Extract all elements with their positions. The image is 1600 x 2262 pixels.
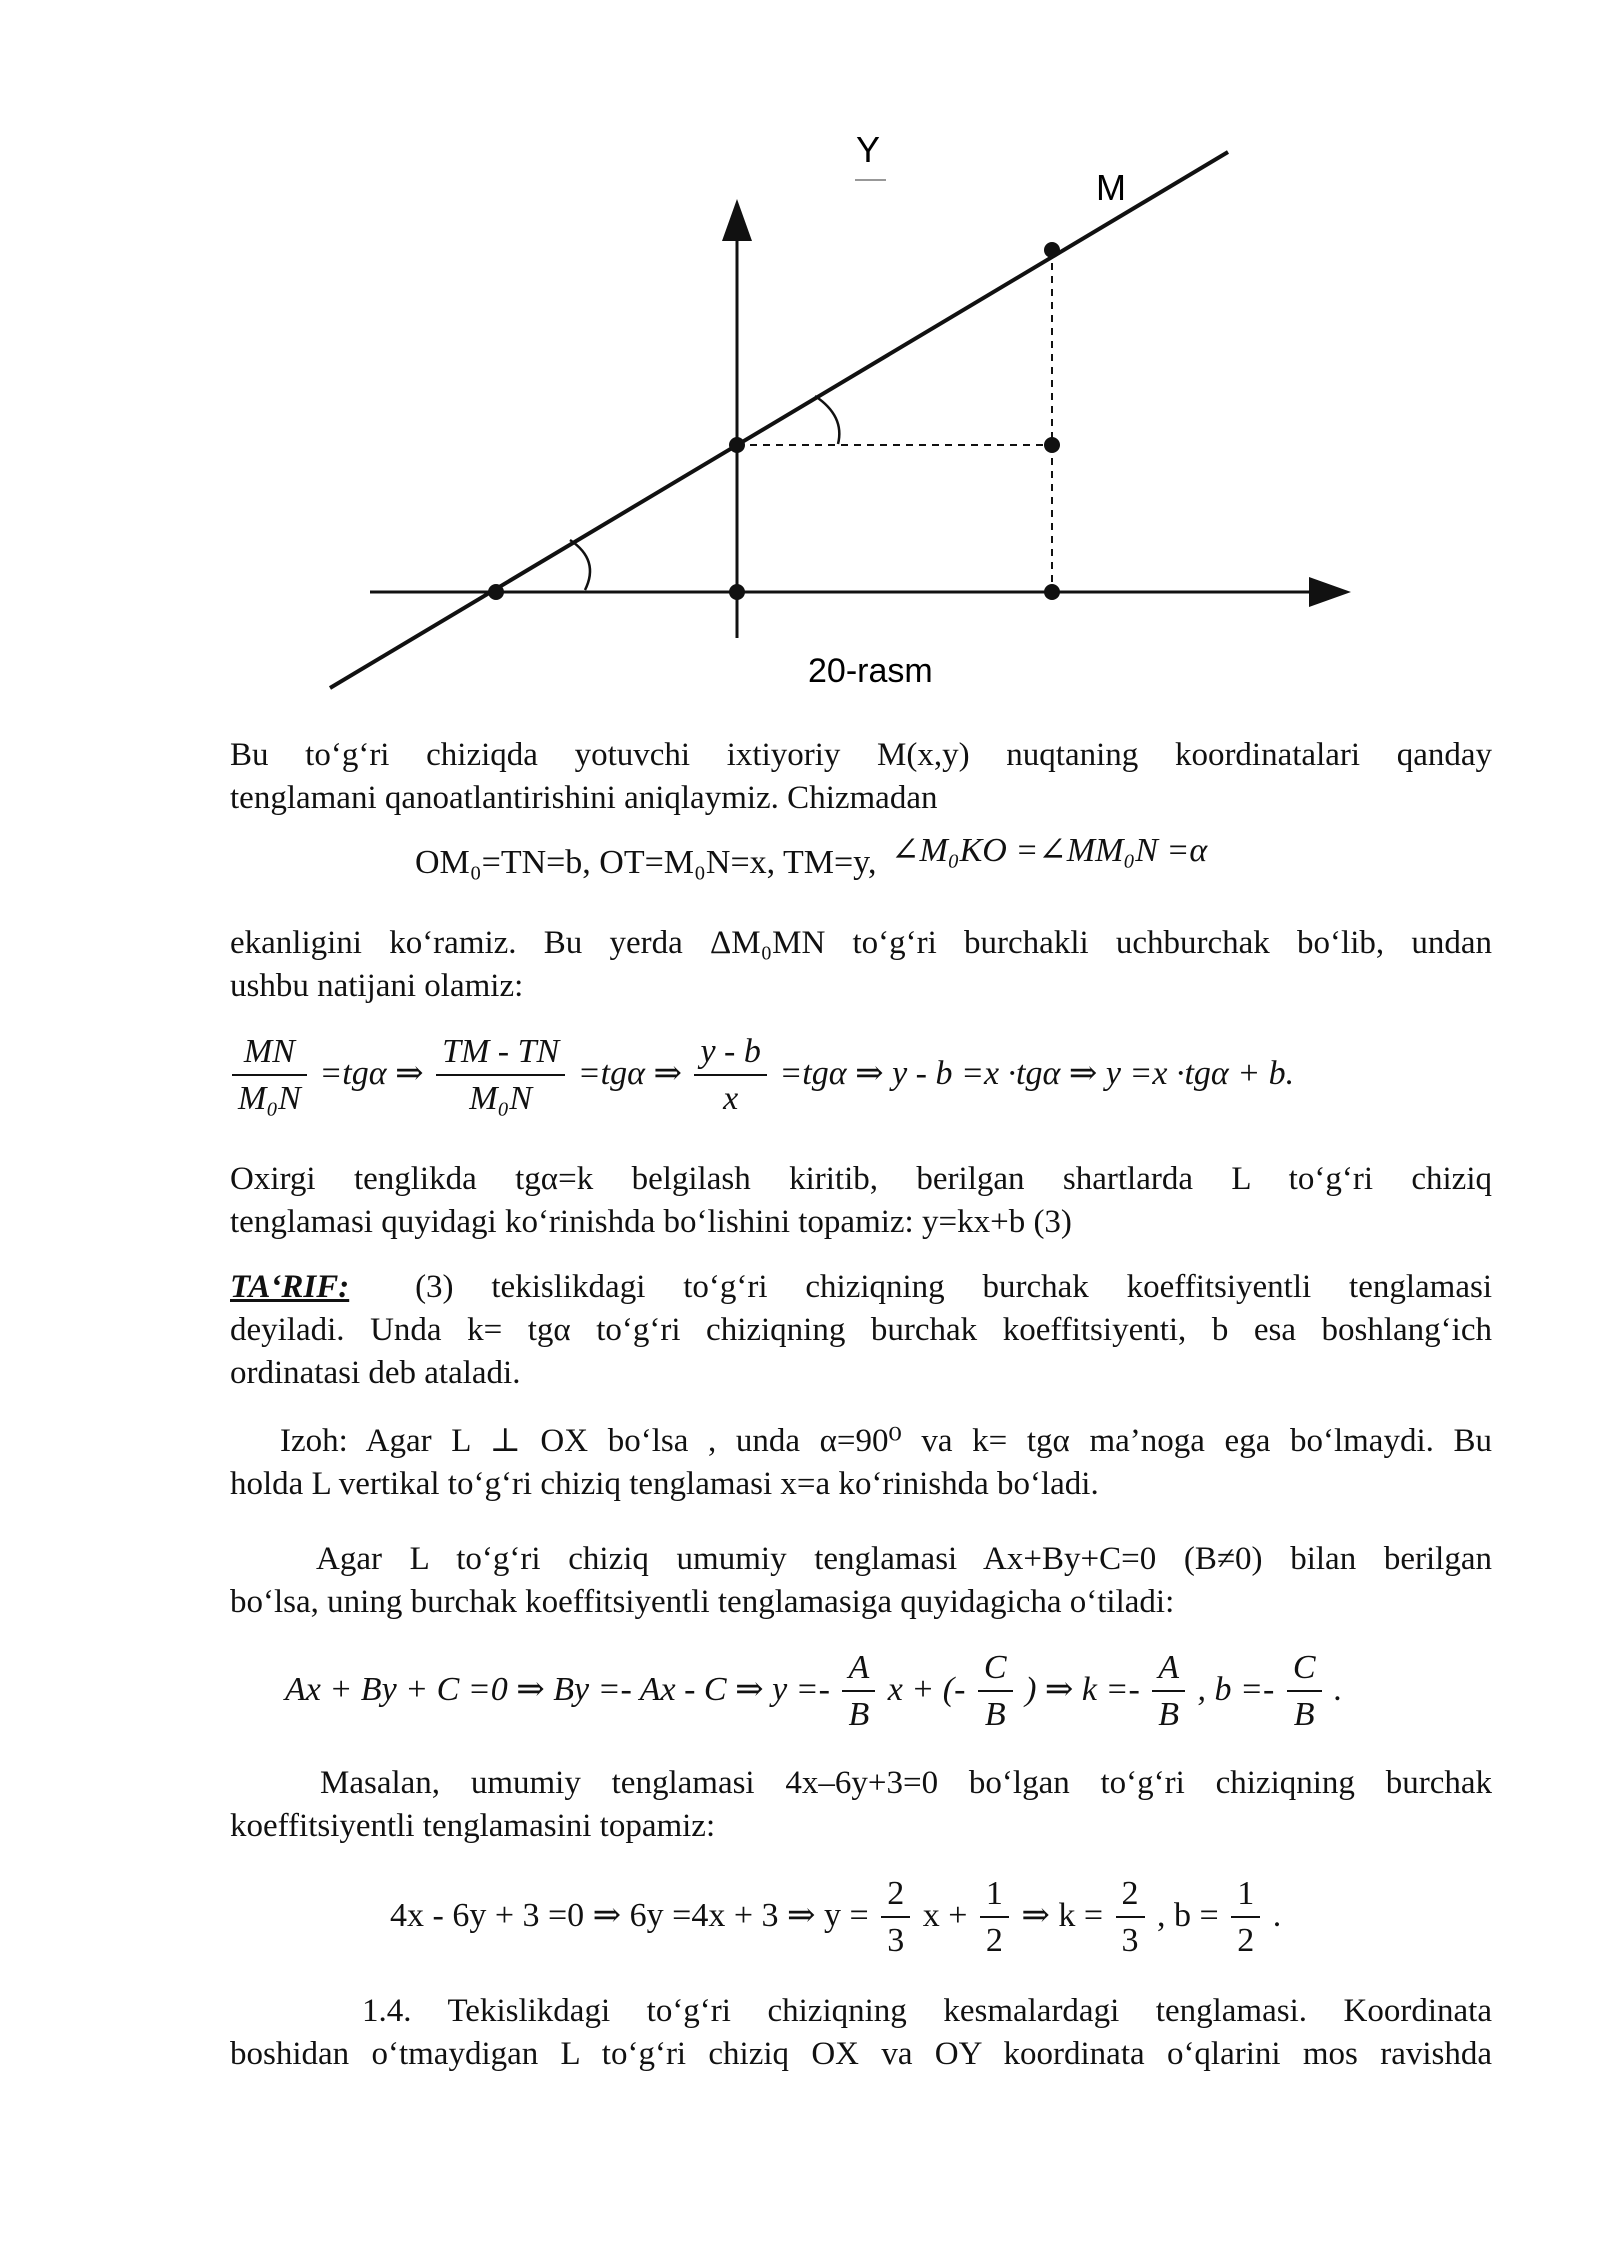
text-line: Oxirgi tenglikda tgα=k belgilash kiritib, berilgan shartlarda L to‘g‘ri chiziq	[230, 1161, 1492, 1197]
fraction: $\frac{C}{B}$	[1287, 1646, 1322, 1738]
line-diagram	[300, 120, 1400, 700]
y-axis-label: Y	[856, 129, 881, 170]
paragraph-intro	[230, 734, 1492, 820]
text-line: ushbu natijani olamiz:	[230, 968, 524, 1004]
equation-example	[390, 1872, 1281, 1964]
figure-20	[300, 120, 1400, 700]
text-line: holda L vertikal to‘g‘ri chiziq tenglamasi x=a ko‘rinishda bo‘ladi.	[230, 1466, 1099, 1502]
equation-coordinates	[415, 832, 1208, 882]
paragraph-slope-form	[230, 1158, 1492, 1244]
text-line: tenglamani qanoatlantirishini aniqlaymiz. Chizmadan	[230, 780, 938, 816]
text-line: Izoh: Agar L ⊥ OX bo‘lsa , unda α=90⁰ va k= tgα ma’noga ega bo‘lmaydi. Bu	[280, 1423, 1492, 1459]
fraction: $\frac{MN}{\text{M₀N}}$	[232, 1030, 307, 1122]
definition-block	[230, 1266, 1492, 1395]
equation-part: x +	[922, 1896, 968, 1934]
point-m	[1044, 242, 1060, 258]
angle-arc-k	[570, 540, 590, 590]
paragraph-example	[230, 1762, 1492, 1848]
equation-derivation	[228, 1030, 1294, 1122]
equation-part: =tgα ⇒	[577, 1054, 682, 1092]
straight-line-L	[330, 152, 1228, 688]
text-line: Bu to‘g‘ri chiziqda yotuvchi ixtiyoriy M(x,y) nuqtaning koordinatalari qanday	[230, 737, 1492, 773]
text-line: Agar L to‘g‘ri chiziq umumiy tenglamasi Ax+By+C=0 (B≠0) bilan berilgan	[316, 1541, 1492, 1577]
fraction: $\frac{2}{3}$	[881, 1872, 910, 1964]
equation-text: OM₀=TN=b, OT=M₀N=x, TM=y,	[415, 844, 877, 881]
equation-part: , b =	[1157, 1896, 1219, 1934]
fraction: $\frac{C}{B}$	[978, 1646, 1013, 1738]
point-t	[1044, 584, 1060, 600]
point-n	[1044, 437, 1060, 453]
paragraph-triangle	[230, 922, 1492, 1008]
text-line: tenglamasi quyidagi ko‘rinishda bo‘lishini topamiz: y=kx+b (3)	[230, 1204, 1072, 1240]
text-line: deyiladi. Unda k= tgα to‘g‘ri chiziqning burchak koeffitsiyenti, b esa boshlang‘ich	[230, 1312, 1492, 1348]
equation-part: 4x - 6y + 3 =0 ⇒ 6y =4x + 3 ⇒ y =	[390, 1896, 869, 1934]
fraction: $\frac{y - b}{x}$	[694, 1030, 766, 1122]
text-line: ekanligini ko‘ramiz. Bu yerda ΔM₀MN to‘g‘ri burchakli uchburchak bo‘lib, undan	[230, 925, 1492, 961]
equation-general-to-slope	[285, 1646, 1343, 1738]
text-line: bo‘lsa, uning burchak koeffitsiyentli tenglamasiga quyidagicha o‘tiladi:	[230, 1584, 1175, 1620]
text-line: ordinatasi deb ataladi.	[230, 1355, 521, 1391]
equation-angle: ∠M₀KO =∠MM₀N =α	[890, 832, 1208, 869]
figure-caption: 20-rasm	[808, 652, 933, 690]
text-line: 1.4. Tekislikdagi to‘g‘ri chiziqning kesmalardagi tenglamasi. Koordinata	[362, 1993, 1492, 2029]
equation-part: ⇒ k =	[1021, 1896, 1104, 1934]
fraction: $\frac{A}{B}$	[1152, 1646, 1185, 1738]
point-m-label: M	[1096, 167, 1126, 208]
equation-part: ) ⇒ k =-	[1025, 1670, 1140, 1708]
fraction: $\frac{1}{2}$	[1231, 1872, 1260, 1964]
equation-part: , b =-	[1197, 1670, 1275, 1708]
paragraph-general-eq	[230, 1538, 1492, 1624]
equation-part: =tgα ⇒ y - b =x ·tgα ⇒ y =x ·tgα + b.	[779, 1054, 1295, 1092]
text-line: Masalan, umumiy tenglamasi 4x–6y+3=0 bo‘lgan to‘g‘ri chiziqning burchak	[320, 1765, 1492, 1801]
definition-text: (3) tekislikdagi to‘g‘ri chiziqning burchak koeffitsiyentli tenglamasi	[415, 1269, 1492, 1305]
equation-part: .	[1272, 1896, 1282, 1934]
angle-arc-m0	[815, 396, 839, 444]
text-line	[230, 1266, 1492, 1309]
equation-part: x + (-	[887, 1670, 966, 1708]
equation-part: Ax + By + C =0 ⇒ By =- Ax - C ⇒ y =-	[285, 1670, 830, 1708]
fraction: $\frac{A}{B}$	[842, 1646, 875, 1738]
note-block	[230, 1420, 1492, 1506]
text-line: boshidan o‘tmaydigan L to‘g‘ri chiziq OX va OY koordinata o‘qlarini mos ravishda	[230, 2036, 1492, 2072]
paragraph-intercept-form	[230, 1990, 1492, 2076]
point-origin	[729, 584, 745, 600]
equation-part: =tgα ⇒	[319, 1054, 424, 1092]
text-line: koeffitsiyentli tenglamasini topamiz:	[230, 1808, 716, 1844]
fraction: $\frac{TM - TN}{\text{M₀N}}$	[436, 1030, 565, 1122]
definition-label: TA‘RIF:	[230, 1269, 350, 1305]
point-k	[488, 584, 504, 600]
equation-part: .	[1334, 1670, 1343, 1708]
point-m0	[729, 437, 745, 453]
fraction: $\frac{2}{3}$	[1116, 1872, 1145, 1964]
fraction: $\frac{1}{2}$	[980, 1872, 1009, 1964]
